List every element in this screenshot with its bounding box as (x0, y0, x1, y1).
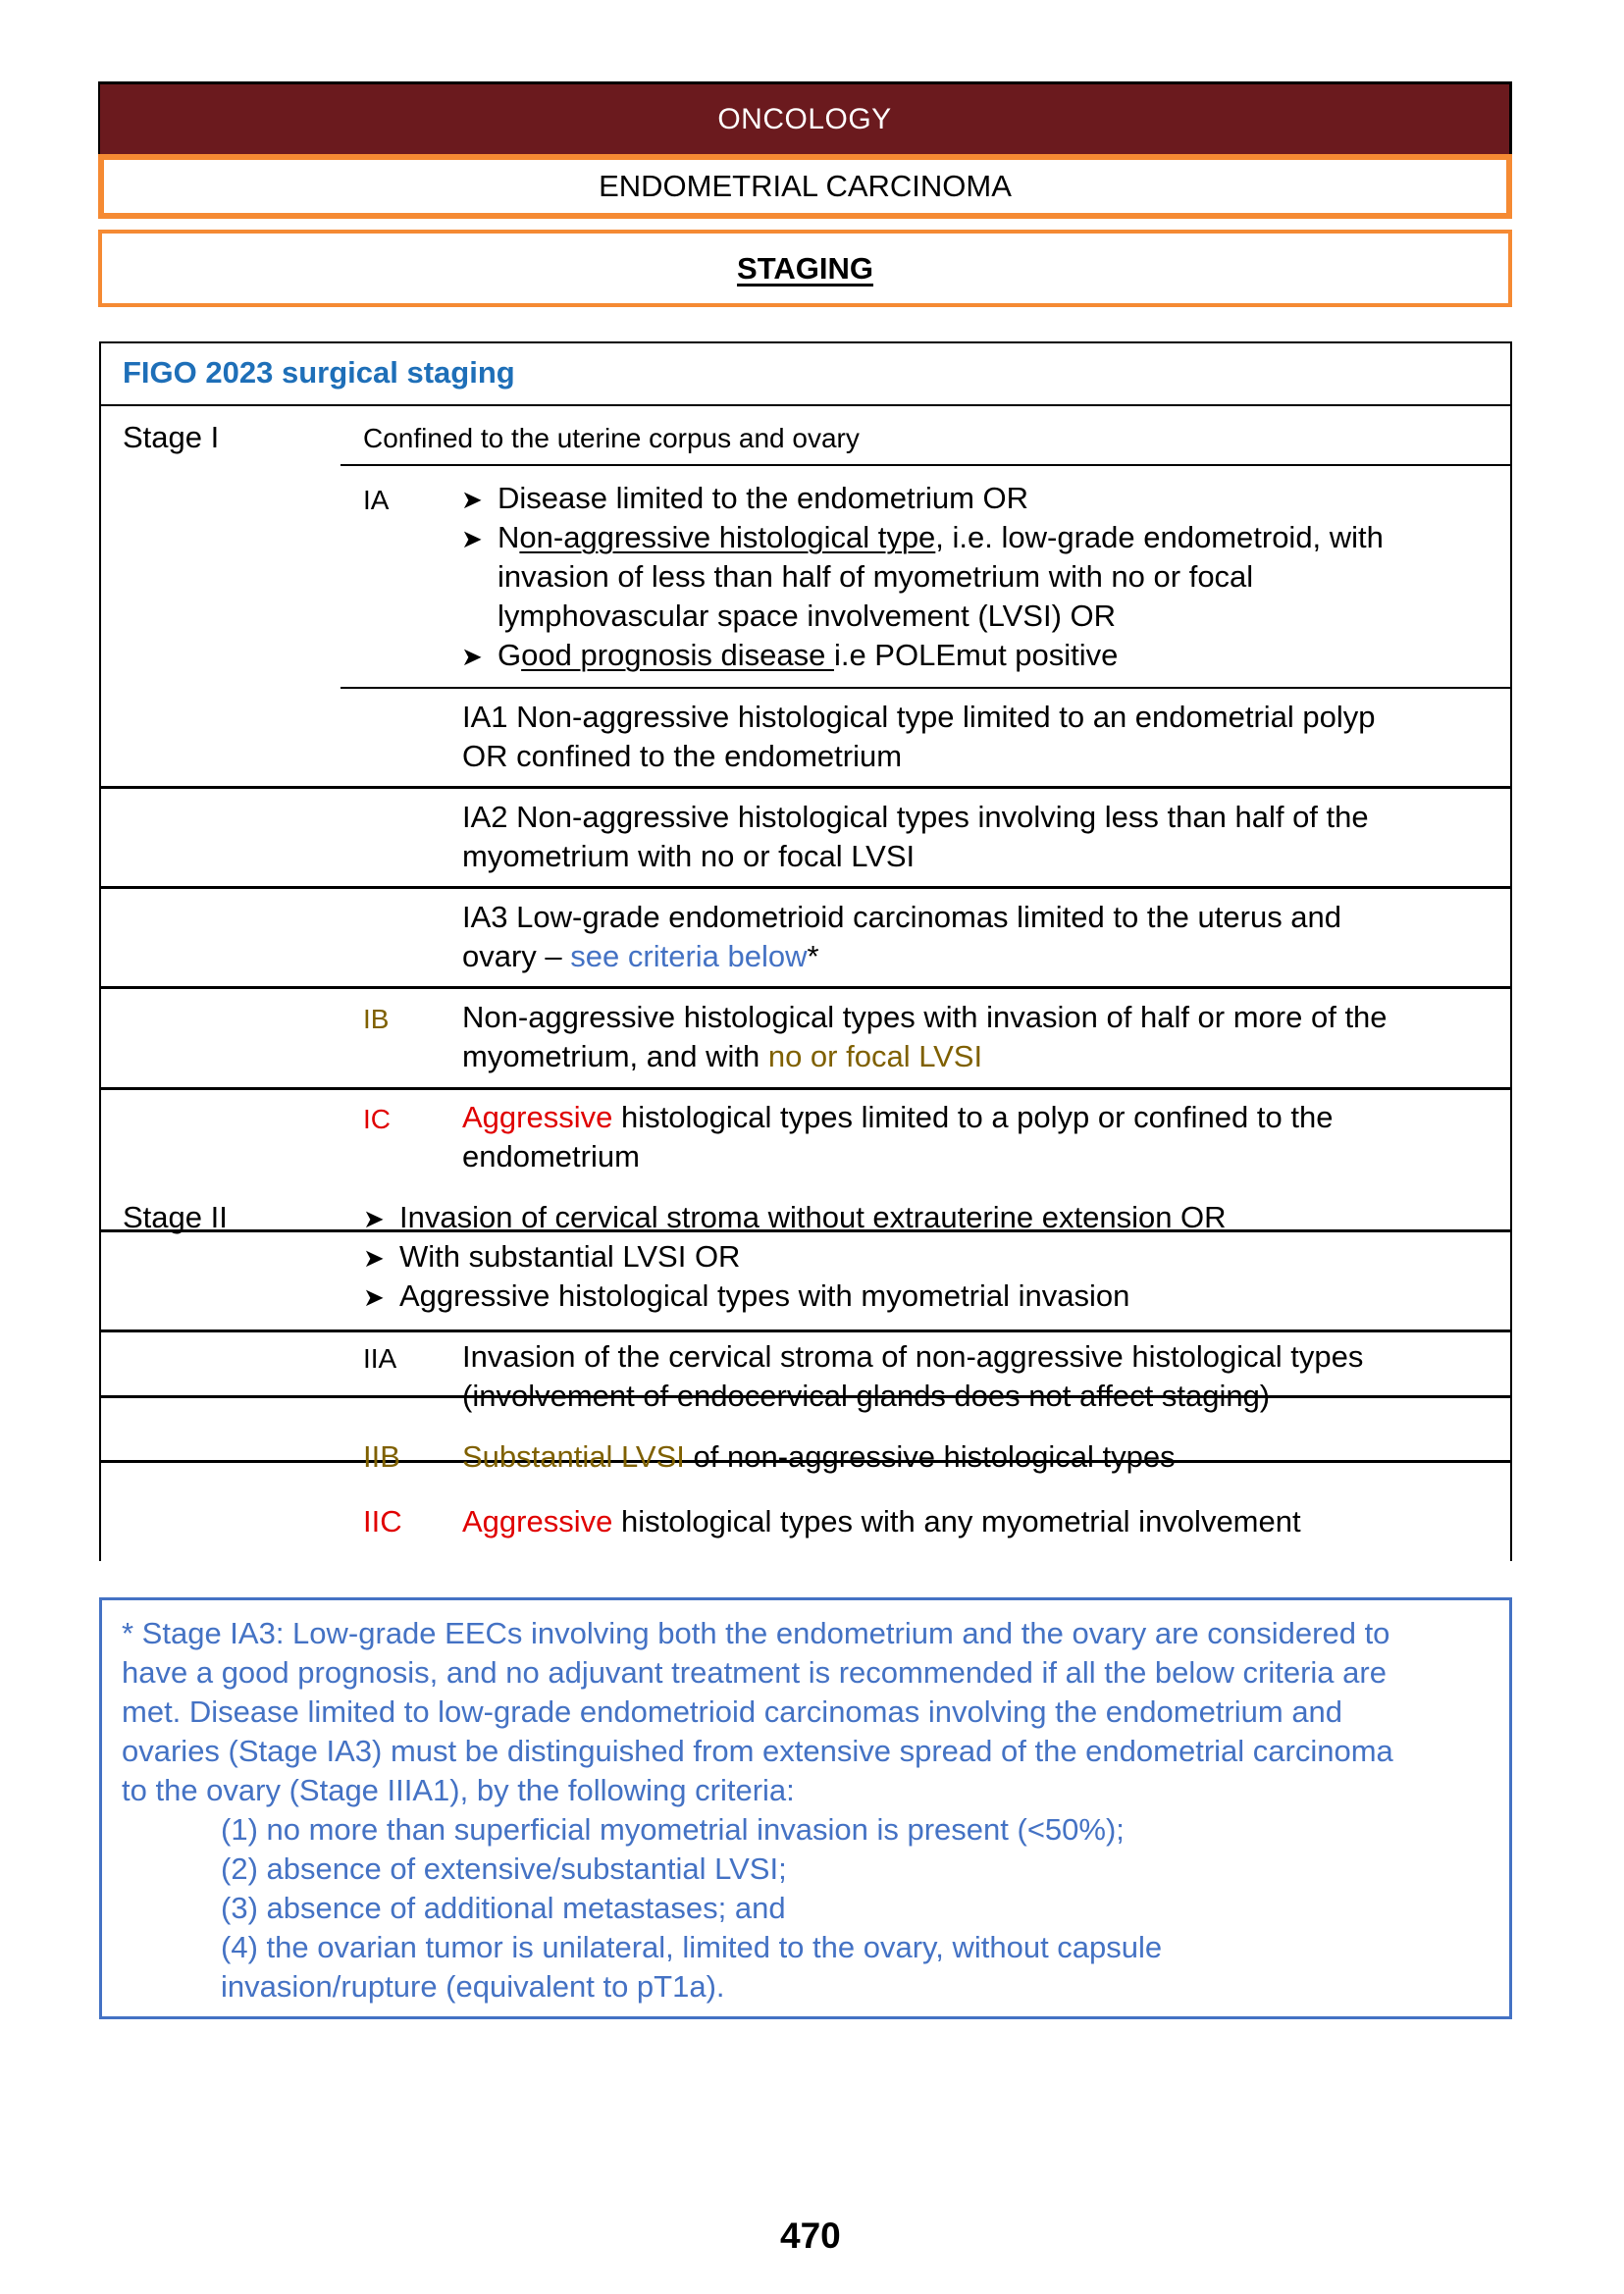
ib-text: Non-aggressive histological types with invasion of half or more of the (462, 1000, 1388, 1034)
substage-code: IIB (363, 1439, 400, 1474)
ia1-text: IA1 Non-aggressive histological type limited to an endometrial polyp (462, 700, 1376, 734)
iib-text: Substantial LVSI of non-aggressive histological types (462, 1439, 1176, 1474)
substage-code: IIA (363, 1343, 397, 1374)
bullet-item: ➤ Invasion of cervical stroma without extrauterine extension OR (363, 1198, 1227, 1238)
ia3-text: IA3 Low-grade endometrioid carcinomas limited to the uterus and (462, 900, 1342, 934)
arrow-bullet-icon: ➤ (461, 642, 483, 671)
note-line: have a good prognosis, and no adjuvant treatment is recommended if all the below criteria are (122, 1655, 1387, 1690)
row-divider (99, 1087, 1512, 1090)
ia2-text: myometrium with no or focal LVSI (462, 839, 916, 873)
substage-code: IC (363, 1104, 391, 1134)
bullet-item: ➤ Non-aggressive histological type, i.e. low-grade endometroid, with (461, 518, 1384, 558)
substage-code: IA (363, 485, 390, 515)
iia-text: Invasion of the cervical stroma of non-aggressive histological types (462, 1339, 1364, 1374)
page-number: 470 (780, 2216, 841, 2256)
row-divider (99, 886, 1512, 889)
note-line: met. Disease limited to low-grade endometrioid carcinomas involving the endometrium and (122, 1694, 1343, 1729)
bullet-item: ➤ Disease limited to the endometrium OR (461, 479, 1028, 519)
ib-text: myometrium, and with no or focal LVSI (462, 1039, 983, 1073)
row-divider (341, 464, 1512, 466)
criteria-item: (1) no more than superficial myometrial invasion is present (<50%); (221, 1812, 1125, 1847)
ia3-text: ovary – see criteria below* (462, 939, 819, 973)
note-line: * Stage IA3: Low-grade EECs involving both the endometrium and the ovary are considered to (122, 1616, 1390, 1650)
arrow-bullet-icon: ➤ (363, 1204, 385, 1233)
arrow-bullet-icon: ➤ (363, 1243, 385, 1273)
staging-table (99, 341, 1512, 1561)
ia1-text: OR confined to the endometrium (462, 739, 903, 773)
substage-code: IIC (363, 1504, 402, 1538)
iia-text: (involvement of endocervical glands does not affect staging) (462, 1379, 1271, 1413)
stage-label: Stage II (123, 1200, 228, 1234)
arrow-bullet-icon: ➤ (461, 485, 483, 514)
subtitle-title: STAGING (737, 250, 873, 286)
criteria-item: (2) absence of extensive/substantial LVSI; (221, 1851, 787, 1886)
row-divider (341, 687, 1512, 689)
criteria-item: (4) the ovarian tumor is unilateral, limited to the ovary, without capsule (221, 1930, 1163, 1964)
substage-code: IB (363, 1004, 390, 1034)
stage-summary: Confined to the uterine corpus and ovary (363, 423, 860, 453)
bullet-continuation: invasion of less than half of myometrium with no or focal (498, 559, 1254, 594)
bullet-continuation: lymphovascular space involvement (LVSI) OR (498, 599, 1117, 633)
bullet-item: ➤ With substantial LVSI OR (363, 1237, 740, 1277)
section-header (98, 81, 1512, 154)
criteria-item: invasion/rupture (equivalent to pT1a). (221, 1969, 725, 2004)
bullet-item: ➤ Good prognosis disease i.e POLEmut positive (461, 636, 1118, 676)
arrow-bullet-icon: ➤ (363, 1282, 385, 1312)
iic-text: Aggressive histological types with any myometrial involvement (462, 1504, 1301, 1538)
see-criteria-link[interactable]: see criteria below (570, 939, 808, 973)
ic-text: endometrium (462, 1139, 640, 1173)
arrow-bullet-icon: ➤ (461, 524, 483, 553)
table-title: FIGO 2023 surgical staging (123, 355, 515, 390)
bullet-item: ➤ Aggressive histological types with myometrial invasion (363, 1277, 1129, 1317)
row-divider (99, 404, 1512, 406)
ic-text: Aggressive histological types limited to a polyp or confined to the (462, 1100, 1334, 1134)
row-divider (99, 986, 1512, 989)
ia3-criteria-note (99, 1597, 1512, 2019)
row-divider (99, 786, 1512, 789)
note-line: to the ovary (Stage IIIA1), by the following criteria: (122, 1773, 795, 1807)
stage-label: Stage I (123, 420, 220, 454)
row-divider (99, 1329, 1512, 1332)
ia2-text: IA2 Non-aggressive histological types involving less than half of the (462, 800, 1369, 834)
section-title: ONCOLOGY (717, 102, 892, 135)
topic-title: ENDOMETRIAL CARCINOMA (599, 169, 1012, 203)
subtitle-header (98, 230, 1512, 307)
topic-header (98, 154, 1512, 219)
table-border-top (99, 341, 1512, 343)
criteria-item: (3) absence of additional metastases; and (221, 1891, 786, 1925)
note-line: ovaries (Stage IA3) must be distinguished from extensive spread of the endometrial carcinoma (122, 1734, 1393, 1768)
